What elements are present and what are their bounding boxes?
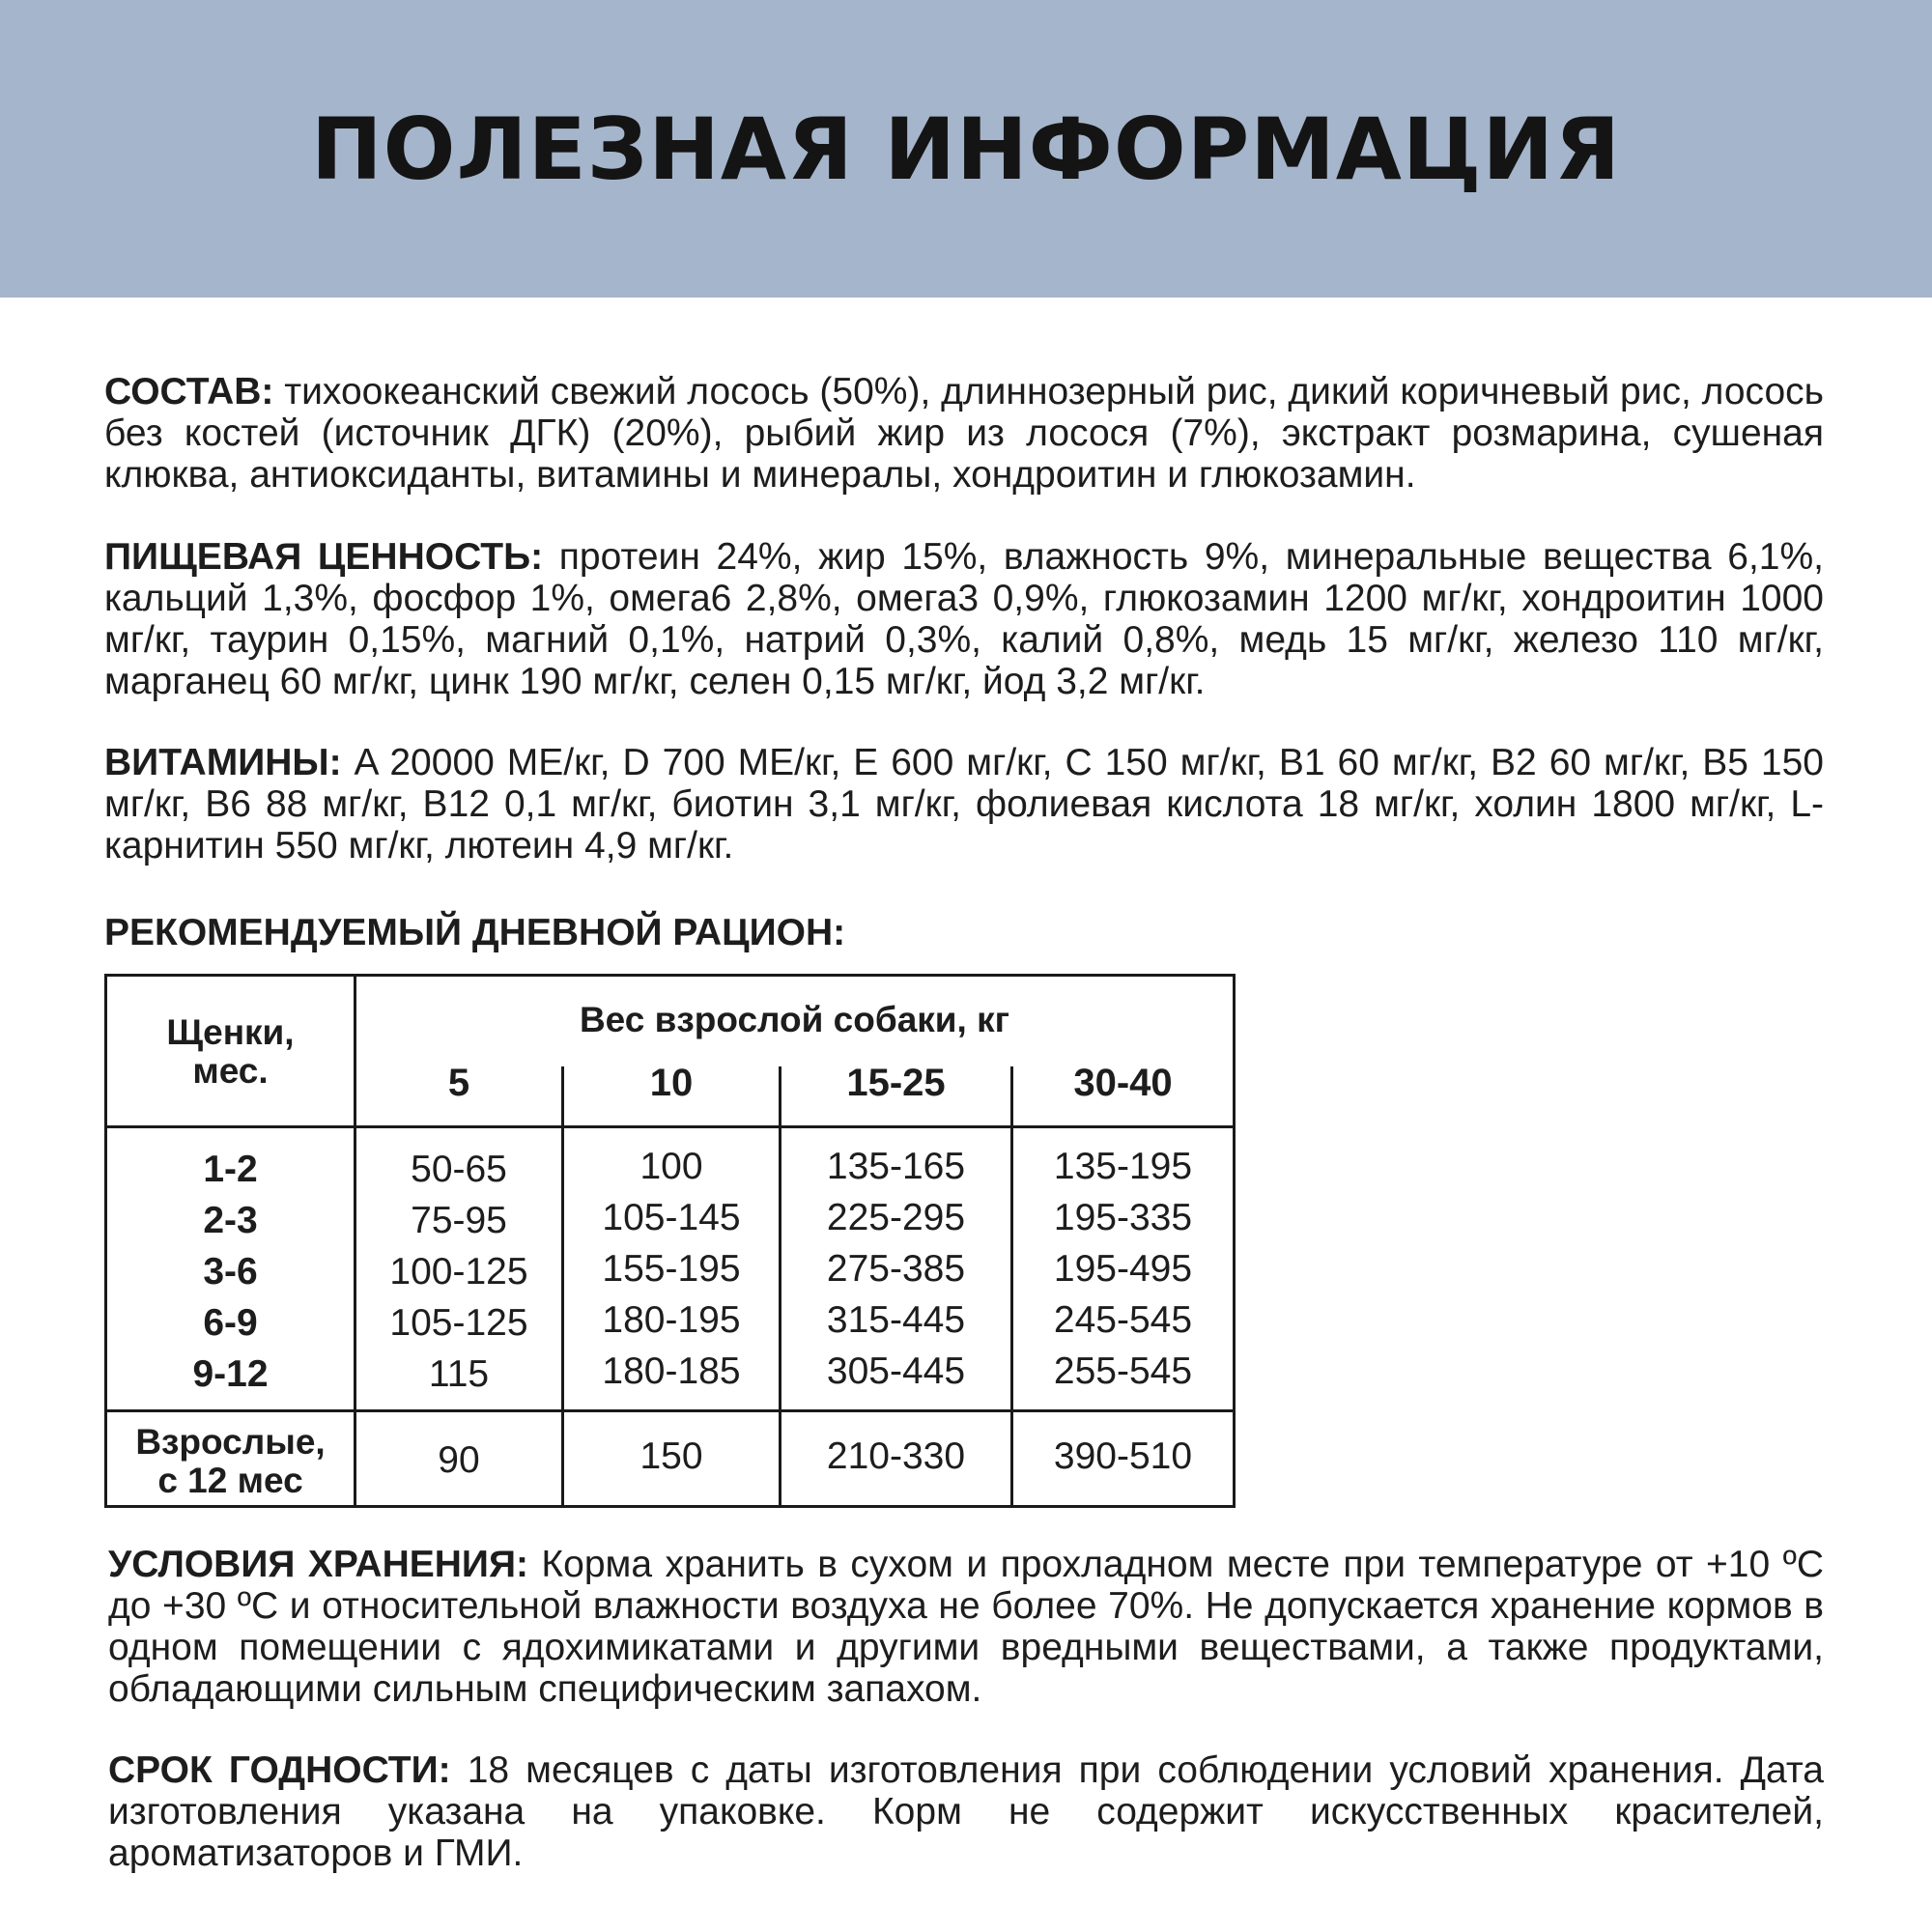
vitamins-section — [104, 742, 1824, 867]
composition-text: тихоокеанский свежий лосось (50%), длиннозерный рис, дикий коричневый рис, лосось без костей (источник ДГК) (20%), рыбий жир из лосося (7%), экстракт розмарина, сушеная клюква, антиоксиданты, витамины и минералы, хондроитин и глюкозамин. — [104, 371, 1824, 496]
weight-col-header: 5 — [447, 1062, 470, 1104]
value-cell: 105-125 — [389, 1302, 528, 1344]
value-cell: 50-65 — [411, 1149, 507, 1190]
value-cell: 180-195 — [602, 1299, 741, 1341]
storage-label: УСЛОВИЯ ХРАНЕНИЯ: — [108, 1544, 528, 1585]
table-divider — [107, 1125, 1233, 1128]
value-cell: 225-295 — [826, 1197, 966, 1238]
value-cell: 115 — [428, 1353, 490, 1395]
adult-value-cell: 390-510 — [1053, 1435, 1193, 1477]
value-cell: 195-335 — [1053, 1197, 1193, 1238]
value-column-15-25 — [781, 1141, 1010, 1397]
table-divider — [107, 1409, 1233, 1412]
weight-col-header: 10 — [649, 1062, 694, 1104]
value-cell: 180-185 — [602, 1350, 741, 1392]
value-cell: 135-165 — [826, 1146, 966, 1187]
adult-label — [107, 1423, 354, 1500]
shelf-life-label: СРОК ГОДНОСТИ: — [108, 1749, 451, 1791]
storage-text: Корма хранить в сухом и прохладном месте при температуре от +10 ºС до +30 ºС и относительной влажности воздуха не более 70%. Не допускается хранение кормов в одном помещении с ядохимикатами и другими вредными веществами, а также продуктами, обладающими сильным специфическим запахом. — [108, 1544, 1824, 1710]
value-cell: 105-145 — [602, 1197, 741, 1238]
storage-section — [108, 1544, 1824, 1710]
composition-section — [104, 371, 1824, 496]
nutrition-text: протеин 24%, жир 15%, влажность 9%, минеральные вещества 6,1%, кальций 1,3%, фосфор 1%, омега6 2,8%, омега3 0,9%, глюкозамин 1200 мг/кг, хондроитин 1000 мг/кг, таурин 0,15%, магний 0,1%, натрий 0,3%, калий 0,8%, медь 15 мг/кг, железо 110 мг/кг, марганец 60 мг/кг, цинк 190 мг/кг, селен 0,15 мг/кг, йод 3,2 мг/кг. — [104, 536, 1824, 702]
value-cell: 315-445 — [826, 1299, 966, 1341]
value-cell: 195-495 — [1053, 1248, 1193, 1290]
vitamins-text: A 20000 МЕ/кг, D 700 МЕ/кг, E 600 мг/кг, C 150 мг/кг, B1 60 мг/кг, B2 60 мг/кг, B5 150 мг/кг, B6 88 мг/кг, B12 0,1 мг/кг, биотин 3,1 мг/кг, фолиевая кислота 18 мг/кг, холин 1800 мг/кг, L-карнитин 550 мг/кг, лютеин 4,9 мг/кг. — [104, 742, 1824, 867]
value-cell: 275-385 — [826, 1248, 966, 1290]
puppy-header-line2: мес. — [192, 1051, 269, 1091]
shelf-life-section — [108, 1749, 1824, 1874]
value-column-30-40 — [1013, 1141, 1233, 1397]
adult-weight-header: Вес взрослой собаки, кг — [579, 1000, 1010, 1039]
value-cell: 100 — [639, 1146, 703, 1187]
value-cell: 100-125 — [389, 1251, 528, 1293]
ration-table — [104, 974, 1236, 1508]
value-cell: 305-445 — [826, 1350, 966, 1392]
value-column-10 — [564, 1141, 779, 1397]
weight-col-header: 30-40 — [1073, 1062, 1173, 1104]
age-cell: 2-3 — [203, 1200, 258, 1241]
puppy-age-header — [107, 1013, 354, 1091]
ration-title: РЕКОМЕНДУЕМЫЙ ДНЕВНОЙ РАЦИОН: — [104, 912, 846, 953]
age-cell: 9-12 — [192, 1353, 269, 1395]
page-title: ПОЛЕЗНАЯ ИНФОРМАЦИЯ — [311, 99, 1621, 199]
adult-label-line2: с 12 мес — [157, 1461, 303, 1500]
nutrition-section — [104, 536, 1824, 702]
value-cell: 155-195 — [602, 1248, 741, 1290]
value-cell: 135-195 — [1053, 1146, 1193, 1187]
adult-value-cell: 150 — [639, 1435, 703, 1477]
header-banner — [0, 0, 1932, 298]
adult-value-cell: 210-330 — [826, 1435, 966, 1477]
age-cell: 6-9 — [203, 1302, 258, 1344]
adult-label-line1: Взрослые, — [135, 1422, 326, 1462]
age-cell: 3-6 — [203, 1251, 258, 1293]
age-column — [107, 1144, 354, 1400]
value-column-5 — [356, 1144, 561, 1400]
puppy-header-line1: Щенки, — [166, 1012, 295, 1052]
composition-label: СОСТАВ: — [104, 371, 274, 412]
value-cell: 75-95 — [411, 1200, 507, 1241]
shelf-life-text: 18 месяцев с даты изготовления при соблюдении условий хранения. Дата изготовления указана на упаковке. Корм не содержит искусственных красителей, ароматизаторов и ГМИ. — [108, 1749, 1824, 1874]
value-cell: 245-545 — [1053, 1299, 1193, 1341]
weight-col-header: 15-25 — [846, 1062, 946, 1104]
value-cell: 255-545 — [1053, 1350, 1193, 1392]
adult-value-cell: 90 — [438, 1439, 480, 1481]
age-cell: 1-2 — [203, 1149, 258, 1190]
nutrition-label: ПИЩЕВАЯ ЦЕННОСТЬ: — [104, 536, 544, 578]
vitamins-label: ВИТАМИНЫ: — [104, 742, 342, 783]
